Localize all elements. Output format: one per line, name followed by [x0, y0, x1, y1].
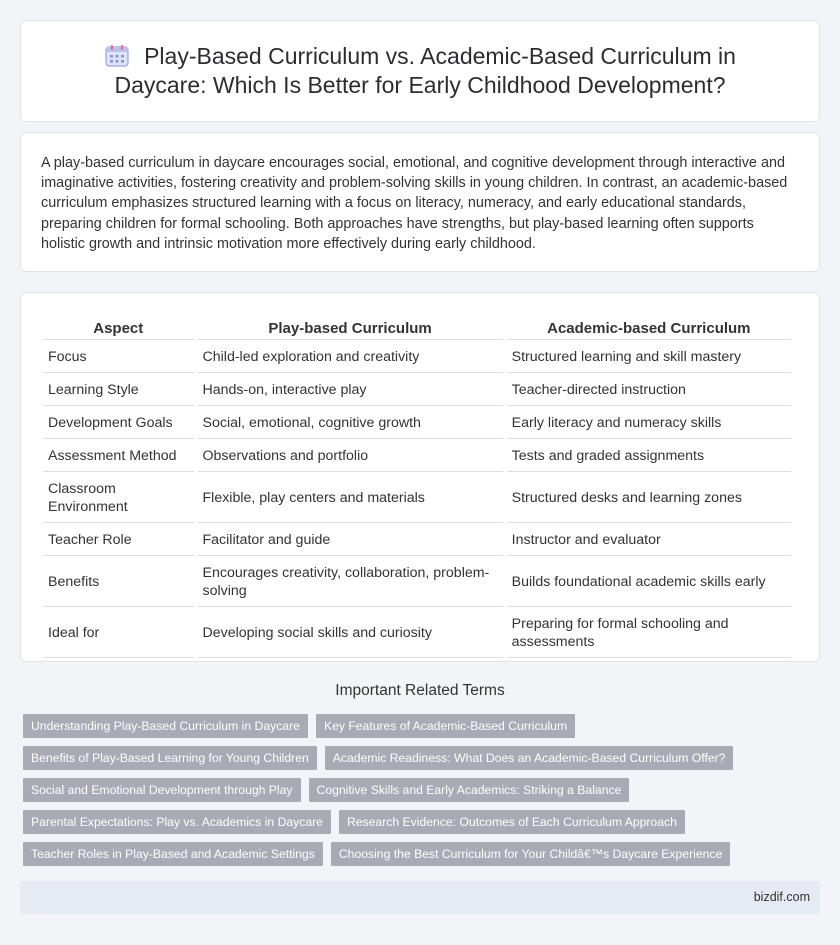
- cell-academic-based: Structured desks and learning zones: [507, 474, 791, 523]
- table-row: [43, 342, 791, 373]
- cell-aspect: Classroom Environment: [43, 474, 194, 523]
- related-term-link[interactable]: Parental Expectations: Play vs. Academics in Daycare: [23, 810, 331, 834]
- table-row: [43, 441, 791, 472]
- table-row: [43, 408, 791, 439]
- cell-academic-based: Structured learning and skill mastery: [507, 342, 791, 373]
- related-terms-title: Important Related Terms: [335, 682, 505, 699]
- comparison-table-card: [20, 292, 820, 662]
- table-row: [43, 558, 791, 607]
- header-play-based: Play-based Curriculum: [198, 317, 503, 340]
- tag-row: [23, 714, 823, 738]
- cell-academic-based: Preparing for formal schooling and assessments: [507, 609, 791, 658]
- cell-aspect: Learning Style: [43, 375, 194, 406]
- table-row: [43, 375, 791, 406]
- tag-row: [23, 746, 823, 770]
- related-term-link[interactable]: Cognitive Skills and Early Academics: Striking a Balance: [309, 778, 630, 802]
- footer: [20, 881, 820, 914]
- cell-aspect: Ideal for: [43, 609, 194, 658]
- cell-aspect: Teacher Role: [43, 525, 194, 556]
- cell-aspect: Benefits: [43, 558, 194, 607]
- cell-play-based: Child-led exploration and creativity: [198, 342, 503, 373]
- cell-play-based: Hands-on, interactive play: [198, 375, 503, 406]
- cell-play-based: Encourages creativity, collaboration, problem-solving: [198, 558, 503, 607]
- table-header-row: [43, 317, 791, 340]
- header-aspect: Aspect: [43, 317, 194, 340]
- cell-play-based: Social, emotional, cognitive growth: [198, 408, 503, 439]
- related-term-link[interactable]: Key Features of Academic-Based Curriculum: [316, 714, 575, 738]
- header-academic-based: Academic-based Curriculum: [507, 317, 791, 340]
- table-row: [43, 525, 791, 556]
- related-term-link[interactable]: Benefits of Play-Based Learning for Young Children: [23, 746, 317, 770]
- summary-paragraph: A play-based curriculum in daycare encourages social, emotional, and cognitive development through interactive and imaginative activities, fostering creativity and problem-solving skills in young children. In contrast, an academic-based curriculum emphasizes structured learning with a focus on literacy, numeracy, and early educational standards, preparing children for formal schooling. Both approaches have strengths, but play-based learning often supports holistic growth and intrinsic motivation more effectively during early childhood.: [41, 155, 788, 252]
- footer-site[interactable]: bizdif.com: [753, 890, 810, 904]
- cell-academic-based: Instructor and evaluator: [507, 525, 791, 556]
- cell-aspect: Focus: [43, 342, 194, 373]
- related-term-link[interactable]: Teacher Roles in Play-Based and Academic Settings: [23, 842, 323, 866]
- cell-academic-based: Tests and graded assignments: [507, 441, 791, 472]
- cell-play-based: Facilitator and guide: [198, 525, 503, 556]
- tag-row: [23, 842, 823, 866]
- related-term-link[interactable]: Research Evidence: Outcomes of Each Curriculum Approach: [339, 810, 685, 834]
- related-term-link[interactable]: Understanding Play-Based Curriculum in Daycare: [23, 714, 308, 738]
- page-title: [61, 42, 779, 100]
- tag-row: [23, 810, 823, 834]
- related-term-link[interactable]: Social and Emotional Development through Play: [23, 778, 301, 802]
- page-title-text: Play-Based Curriculum vs. Academic-Based Curriculum in Daycare: Which Is Better for Early Childhood Development?: [114, 43, 736, 98]
- cell-aspect: Development Goals: [43, 408, 194, 439]
- cell-play-based: Observations and portfolio: [198, 441, 503, 472]
- cell-aspect: Assessment Method: [43, 441, 194, 472]
- table-row: [43, 474, 791, 523]
- comparison-table: [39, 315, 795, 660]
- related-term-link[interactable]: Choosing the Best Curriculum for Your Childâ€™s Daycare Experience: [331, 842, 730, 866]
- cell-academic-based: Early literacy and numeracy skills: [507, 408, 791, 439]
- summary-card: [20, 132, 820, 272]
- cell-academic-based: Builds foundational academic skills early: [507, 558, 791, 607]
- title-card: [20, 20, 820, 122]
- table-row: [43, 609, 791, 658]
- cell-play-based: Developing social skills and curiosity: [198, 609, 503, 658]
- tag-row: [23, 778, 823, 802]
- cell-academic-based: Teacher-directed instruction: [507, 375, 791, 406]
- related-term-link[interactable]: Academic Readiness: What Does an Academic-Based Curriculum Offer?: [325, 746, 734, 770]
- calendar-icon: [104, 44, 130, 68]
- cell-play-based: Flexible, play centers and materials: [198, 474, 503, 523]
- related-terms-list: [23, 714, 823, 874]
